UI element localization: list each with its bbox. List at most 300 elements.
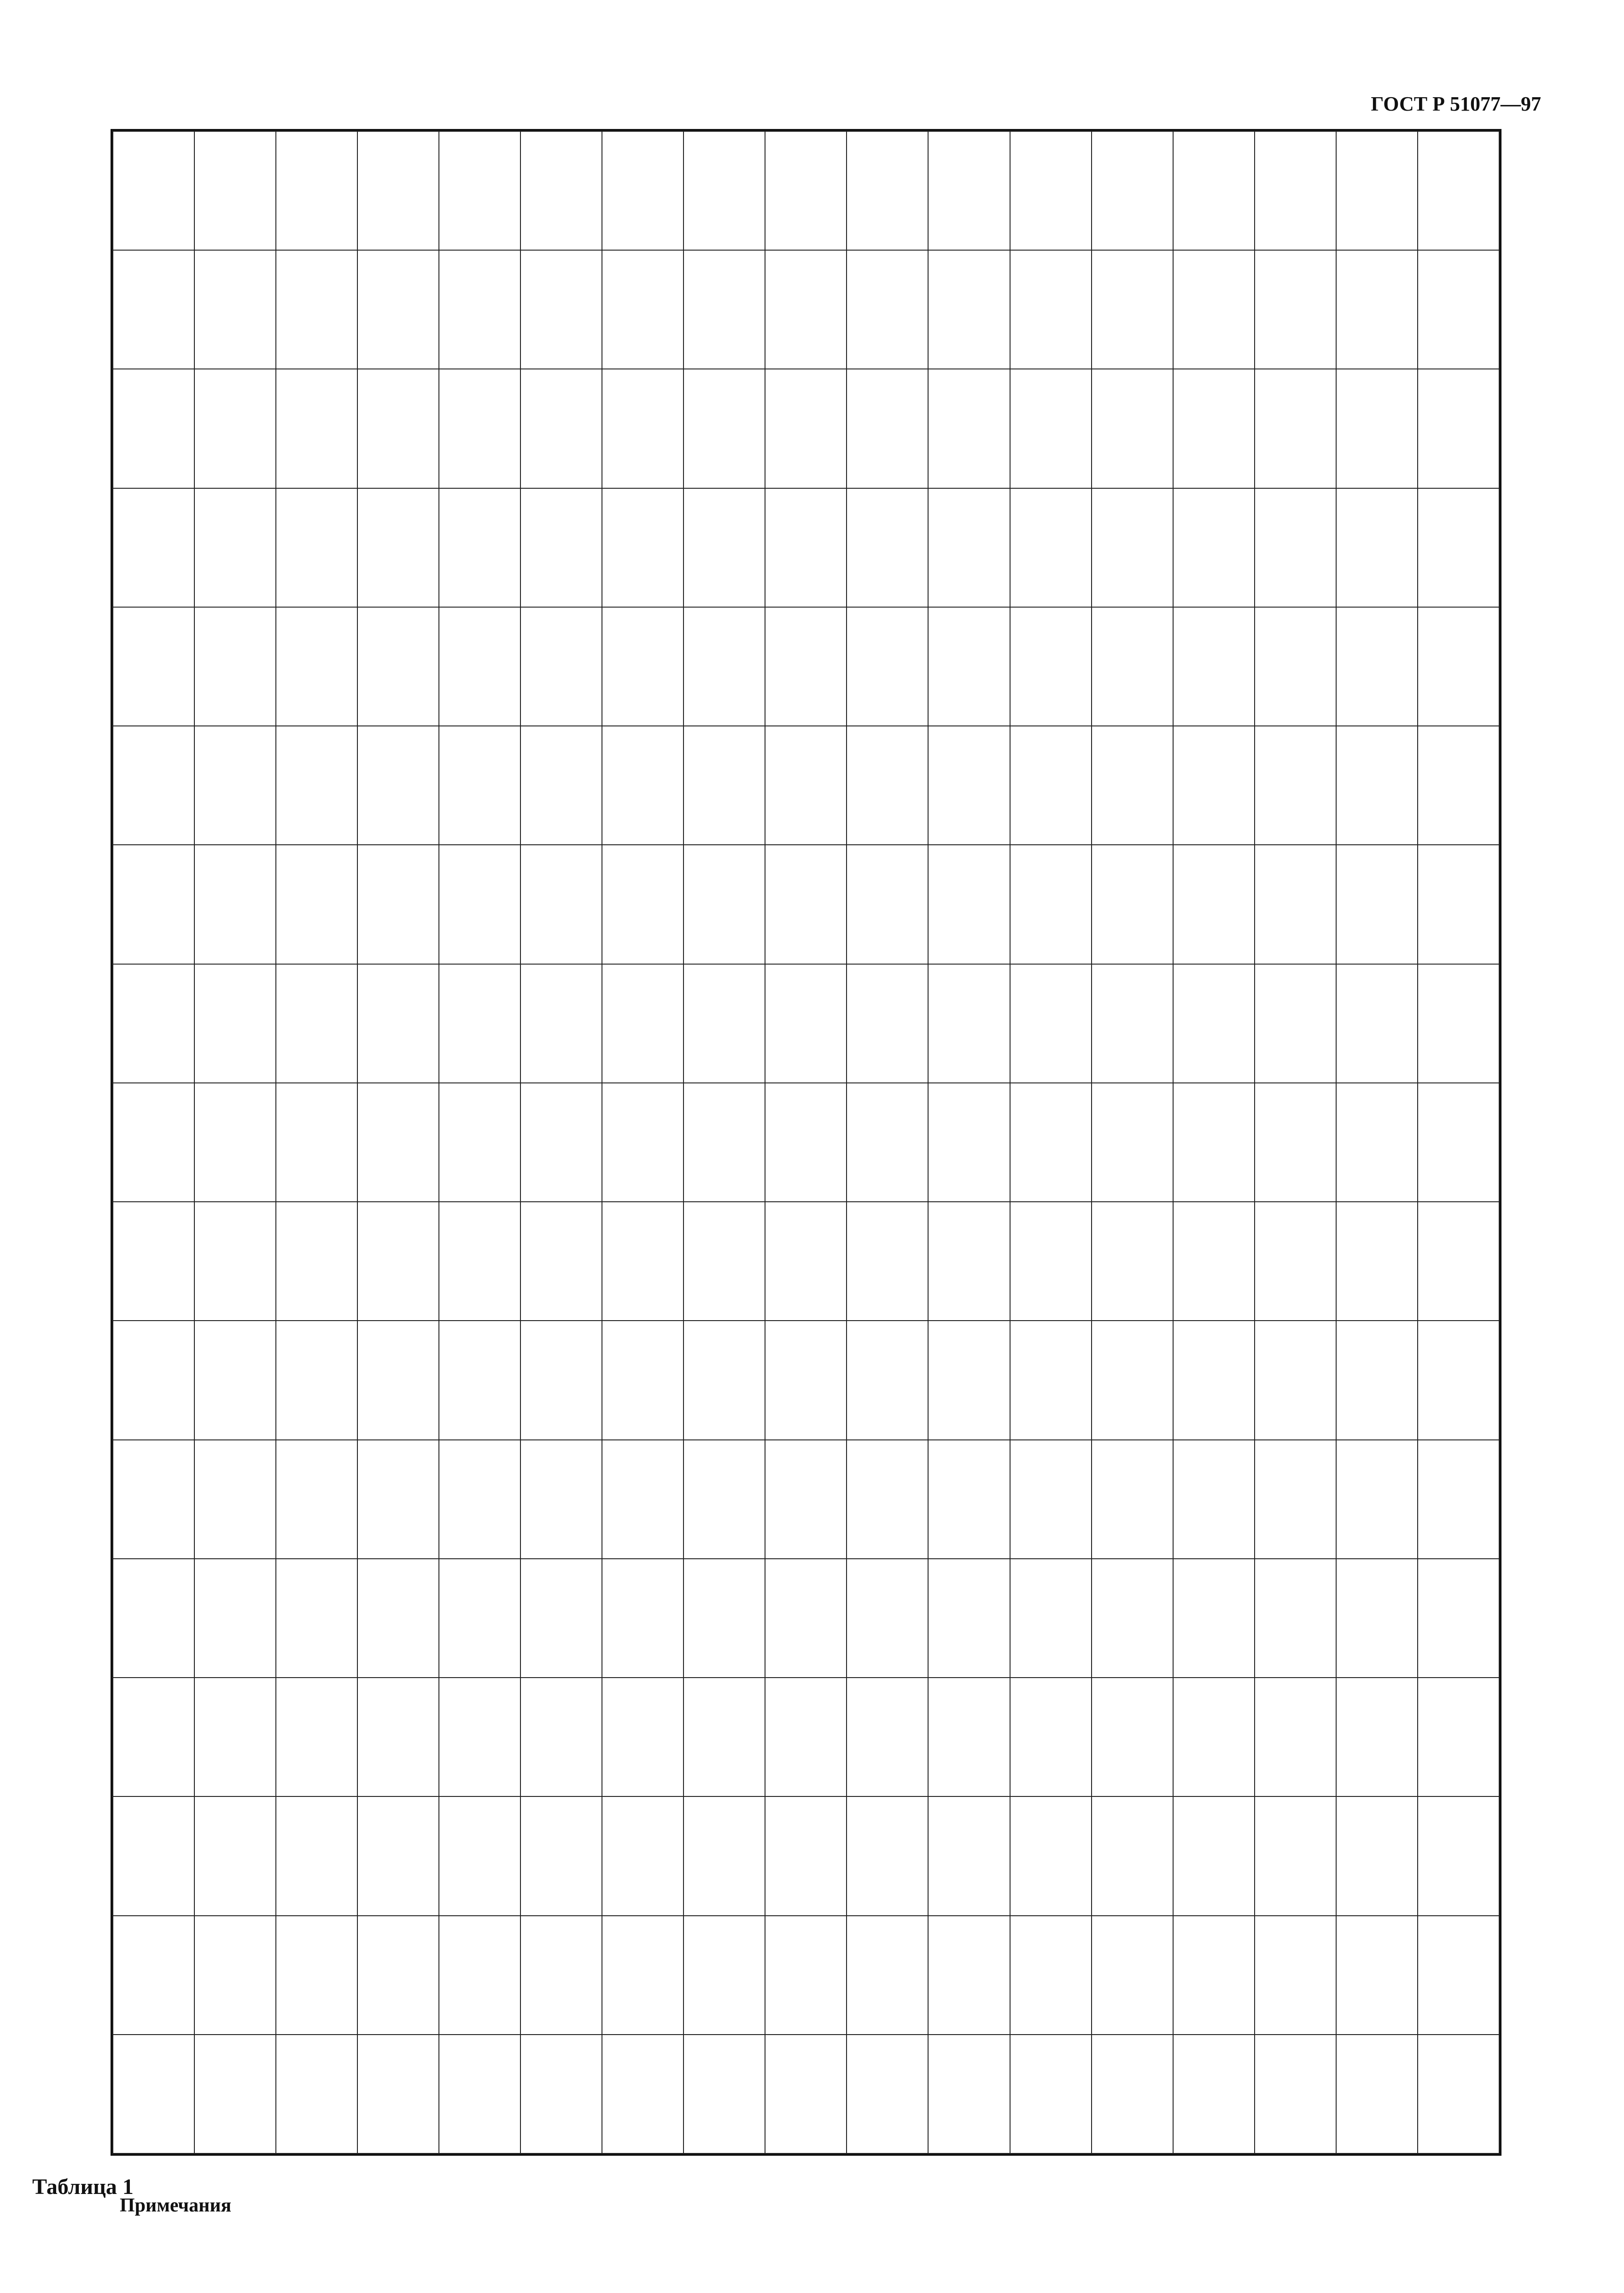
table-cell (520, 250, 602, 369)
table-cell (1336, 369, 1418, 488)
table-cell (439, 845, 520, 964)
table-cell (113, 488, 194, 607)
table-cell (276, 1440, 357, 1559)
table-cell (276, 1202, 357, 1321)
table-cell (1336, 1083, 1418, 1202)
table-cell (276, 607, 357, 726)
table-cell (928, 2035, 1010, 2153)
table-cell (683, 845, 765, 964)
table-cell (765, 250, 847, 369)
table-cell (357, 250, 439, 369)
table-cell (357, 607, 439, 726)
table-cell (928, 1559, 1010, 1678)
table-cell (683, 1440, 765, 1559)
table-cell (113, 607, 194, 726)
table-cell (1255, 1202, 1336, 1321)
table-cell (520, 488, 602, 607)
table-cell (1418, 488, 1499, 607)
table-cell (1418, 131, 1499, 250)
table-cell (520, 369, 602, 488)
table-cell (357, 726, 439, 845)
table-cell (765, 1440, 847, 1559)
table-cell (113, 1440, 194, 1559)
table-cell (683, 1559, 765, 1678)
table-cell (439, 1440, 520, 1559)
table-cell (357, 131, 439, 250)
table-cell (928, 488, 1010, 607)
table-cell (520, 131, 602, 250)
table-cell (520, 1796, 602, 1915)
table-cell (276, 1559, 357, 1678)
table-cell (1255, 131, 1336, 250)
table-cell (1010, 1321, 1092, 1439)
table-cell (113, 845, 194, 964)
table-cell (1010, 2035, 1092, 2153)
table-cell (1092, 1559, 1173, 1678)
table-cell (276, 845, 357, 964)
table-cell (1092, 726, 1173, 845)
table-cell (520, 1202, 602, 1321)
table-cell (1255, 369, 1336, 488)
table-cell (1010, 1202, 1092, 1321)
table-cell (276, 1916, 357, 2035)
table-cell (1418, 964, 1499, 1083)
table-cell (847, 1796, 928, 1915)
table-cell (765, 607, 847, 726)
table-row (113, 607, 1499, 726)
table-cell (847, 845, 928, 964)
table-cell (602, 488, 683, 607)
table-cell (1092, 369, 1173, 488)
table-cell (1336, 607, 1418, 726)
table-cell (1255, 726, 1336, 845)
table-cell (1336, 1678, 1418, 1796)
table-cell (113, 250, 194, 369)
table-cell (1418, 2035, 1499, 2153)
table-cell (1336, 488, 1418, 607)
table-cell (1092, 1916, 1173, 2035)
table-cell (928, 131, 1010, 250)
table-cell (1336, 131, 1418, 250)
table-cell (683, 964, 765, 1083)
table-row (113, 1202, 1499, 1321)
table-row (113, 131, 1499, 250)
table-cell (765, 1202, 847, 1321)
table-cell (194, 1440, 276, 1559)
table-cell (1418, 369, 1499, 488)
table-cell (1336, 1916, 1418, 2035)
table-row (113, 845, 1499, 964)
table-cell (276, 131, 357, 250)
table-cell (602, 1083, 683, 1202)
table-cell (928, 369, 1010, 488)
table-cell (602, 369, 683, 488)
table-cell (1173, 250, 1255, 369)
table-cell (1010, 131, 1092, 250)
table-cell (113, 1202, 194, 1321)
table-cell (1173, 845, 1255, 964)
table-cell (439, 250, 520, 369)
table-cell (194, 2035, 276, 2153)
table-cell (439, 2035, 520, 2153)
table-cell (847, 131, 928, 250)
table-cell (520, 607, 602, 726)
table-cell (602, 726, 683, 845)
table-cell (683, 250, 765, 369)
table-cell (1010, 845, 1092, 964)
table-cell (520, 1083, 602, 1202)
table-cell (520, 1440, 602, 1559)
table-cell (1255, 607, 1336, 726)
table-cell (194, 1796, 276, 1915)
table-cell (1092, 1678, 1173, 1796)
table-cell (1418, 1321, 1499, 1439)
table-cell (1010, 1796, 1092, 1915)
table-cell (1010, 250, 1092, 369)
table-cell (357, 1916, 439, 2035)
table-cell (520, 1678, 602, 1796)
table-cell (1173, 1202, 1255, 1321)
table-cell (1010, 607, 1092, 726)
table-cell (683, 1678, 765, 1796)
table-cell (1255, 1559, 1336, 1678)
table-cell (194, 131, 276, 250)
table-cell (1255, 1321, 1336, 1439)
table-cell (928, 845, 1010, 964)
table-cell (357, 2035, 439, 2153)
table-cell (113, 1559, 194, 1678)
table-cell (1255, 1916, 1336, 2035)
table-cell (847, 2035, 928, 2153)
table-cell (1418, 726, 1499, 845)
table-cell (194, 845, 276, 964)
table-cell (1173, 1916, 1255, 2035)
table-cell (847, 1202, 928, 1321)
notes-section (120, 2193, 1504, 2219)
table-cell (194, 1678, 276, 1796)
table-cell (1010, 964, 1092, 1083)
table-cell (602, 2035, 683, 2153)
table-cell (1010, 369, 1092, 488)
braille-table (111, 129, 1501, 2156)
table-cell (520, 845, 602, 964)
table-row (113, 2035, 1499, 2153)
table-row (113, 1321, 1499, 1439)
table-row (113, 1678, 1499, 1796)
table-cell (113, 964, 194, 1083)
table-cell (1255, 488, 1336, 607)
table-cell (1255, 1440, 1336, 1559)
table-cell (439, 1796, 520, 1915)
table-cell (439, 1083, 520, 1202)
table-cell (1173, 1678, 1255, 1796)
table-cell (683, 1202, 765, 1321)
table-cell (1418, 845, 1499, 964)
table-cell (602, 1916, 683, 2035)
table-cell (683, 607, 765, 726)
table-row (113, 1440, 1499, 1559)
table-cell (1173, 607, 1255, 726)
table-row (113, 250, 1499, 369)
table-cell (520, 726, 602, 845)
table-cell (1092, 964, 1173, 1083)
table-row (113, 1559, 1499, 1678)
table-cell (928, 1440, 1010, 1559)
table-cell (520, 1321, 602, 1439)
table-row (113, 369, 1499, 488)
table-cell (928, 1796, 1010, 1915)
table-cell (1092, 1796, 1173, 1915)
table-cell (1255, 1678, 1336, 1796)
table-cell (439, 1202, 520, 1321)
table-cell (1418, 1678, 1499, 1796)
table-cell (357, 1678, 439, 1796)
table-cell (1336, 1202, 1418, 1321)
table-cell (520, 1559, 602, 1678)
table-cell (765, 1083, 847, 1202)
table-cell (1010, 1559, 1092, 1678)
table-cell (276, 726, 357, 845)
table-cell (1173, 726, 1255, 845)
table-cell (683, 369, 765, 488)
table-cell (928, 1321, 1010, 1439)
table-cell (683, 1916, 765, 2035)
table-cell (1336, 726, 1418, 845)
table-cell (1255, 250, 1336, 369)
table-cell (1092, 1321, 1173, 1439)
table-row (113, 726, 1499, 845)
table-cell (928, 1083, 1010, 1202)
table-cell (113, 726, 194, 845)
table-cell (439, 964, 520, 1083)
table-cell (194, 1321, 276, 1439)
table-cell (683, 131, 765, 250)
notes-title: Примечания (120, 2195, 232, 2216)
table-cell (1173, 1559, 1255, 1678)
table-cell (1418, 1916, 1499, 2035)
table-cell (357, 845, 439, 964)
braille-table-grid (112, 131, 1500, 2154)
table-cell (357, 1083, 439, 1202)
table-cell (194, 964, 276, 1083)
table-cell (1336, 2035, 1418, 2153)
table-cell (602, 1202, 683, 1321)
table-cell (113, 2035, 194, 2153)
table-cell (276, 488, 357, 607)
table-cell (1173, 2035, 1255, 2153)
table-row (113, 1796, 1499, 1915)
table-cell (847, 1440, 928, 1559)
table-cell (1336, 250, 1418, 369)
table-cell (847, 964, 928, 1083)
table-cell (1173, 369, 1255, 488)
table-cell (847, 1083, 928, 1202)
table-cell (1173, 131, 1255, 250)
table-cell (1173, 1796, 1255, 1915)
table-cell (847, 1559, 928, 1678)
table-cell (194, 1559, 276, 1678)
table-cell (765, 2035, 847, 2153)
table-cell (1336, 1440, 1418, 1559)
table-cell (113, 369, 194, 488)
table-cell (439, 131, 520, 250)
table-cell (439, 1559, 520, 1678)
table-cell (194, 1916, 276, 2035)
table-cell (602, 964, 683, 1083)
table-cell (113, 1916, 194, 2035)
table-cell (847, 1916, 928, 2035)
table-cell (357, 1559, 439, 1678)
table-cell (1173, 488, 1255, 607)
table-cell (1173, 964, 1255, 1083)
table-cell (357, 1440, 439, 1559)
table-cell (683, 2035, 765, 2153)
table-cell (765, 845, 847, 964)
table-row (113, 1916, 1499, 2035)
table-cell (1336, 1796, 1418, 1915)
table-cell (357, 369, 439, 488)
table-cell (439, 1916, 520, 2035)
table-cell (1255, 1796, 1336, 1915)
table-cell (928, 250, 1010, 369)
table-cell (520, 2035, 602, 2153)
table-cell (276, 1678, 357, 1796)
table-cell (683, 1796, 765, 1915)
table-cell (1255, 845, 1336, 964)
table-cell (357, 1321, 439, 1439)
table-cell (1418, 607, 1499, 726)
table-cell (194, 1202, 276, 1321)
table-cell (765, 1321, 847, 1439)
table-cell (1418, 1440, 1499, 1559)
table-cell (194, 250, 276, 369)
table-cell (683, 488, 765, 607)
table-cell (765, 726, 847, 845)
table-cell (1010, 1916, 1092, 2035)
table-cell (847, 250, 928, 369)
table-cell (1092, 845, 1173, 964)
table-cell (194, 726, 276, 845)
table-cell (1418, 1796, 1499, 1915)
table-cell (1255, 964, 1336, 1083)
table-cell (357, 1796, 439, 1915)
table-cell (928, 1678, 1010, 1796)
table-cell (276, 1796, 357, 1915)
table-cell (765, 1678, 847, 1796)
table-cell (1336, 1559, 1418, 1678)
table-cell (113, 1321, 194, 1439)
table-cell (276, 369, 357, 488)
table-row (113, 488, 1499, 607)
table-cell (439, 1678, 520, 1796)
table-cell (357, 1202, 439, 1321)
table-cell (520, 964, 602, 1083)
table-cell (602, 1678, 683, 1796)
table-caption: Таблица 1 (32, 2175, 134, 2199)
table-cell (113, 1796, 194, 1915)
table-cell (439, 726, 520, 845)
table-cell (602, 250, 683, 369)
table-cell (847, 726, 928, 845)
table-cell (928, 1202, 1010, 1321)
table-cell (928, 964, 1010, 1083)
table-cell (439, 1321, 520, 1439)
table-cell (1092, 1202, 1173, 1321)
table-cell (765, 1559, 847, 1678)
table-cell (1010, 488, 1092, 607)
table-cell (1092, 607, 1173, 726)
table-cell (683, 726, 765, 845)
page-header: ГОСТ Р 51077—97 (1371, 93, 1541, 115)
table-cell (1418, 1202, 1499, 1321)
table-row (113, 1083, 1499, 1202)
table-cell (1173, 1083, 1255, 1202)
table-cell (1092, 250, 1173, 369)
table-cell (194, 1083, 276, 1202)
table-cell (1010, 1083, 1092, 1202)
table-cell (1255, 2035, 1336, 2153)
table-cell (1092, 1083, 1173, 1202)
table-cell (194, 369, 276, 488)
table-cell (847, 488, 928, 607)
table-cell (602, 1559, 683, 1678)
table-cell (1092, 131, 1173, 250)
table-cell (357, 964, 439, 1083)
table-cell (1418, 1083, 1499, 1202)
table-cell (1092, 2035, 1173, 2153)
table-cell (520, 1916, 602, 2035)
table-cell (439, 488, 520, 607)
table-cell (602, 1321, 683, 1439)
table-cell (1092, 1440, 1173, 1559)
table-cell (439, 607, 520, 726)
table-cell (276, 1321, 357, 1439)
table-cell (602, 845, 683, 964)
table-cell (113, 1678, 194, 1796)
table-cell (847, 369, 928, 488)
table-cell (1173, 1321, 1255, 1439)
table-cell (1336, 1321, 1418, 1439)
table-cell (1336, 845, 1418, 964)
table-cell (276, 2035, 357, 2153)
table-cell (1173, 1440, 1255, 1559)
table-cell (276, 250, 357, 369)
table-cell (683, 1321, 765, 1439)
table-cell (765, 1796, 847, 1915)
table-cell (357, 488, 439, 607)
table-cell (602, 131, 683, 250)
table-cell (765, 964, 847, 1083)
table-cell (847, 1678, 928, 1796)
table-cell (847, 1321, 928, 1439)
table-cell (765, 369, 847, 488)
table-cell (765, 488, 847, 607)
table-cell (683, 1083, 765, 1202)
table-cell (1010, 1678, 1092, 1796)
table-cell (1010, 726, 1092, 845)
table-cell (928, 1916, 1010, 2035)
table-cell (602, 1440, 683, 1559)
table-cell (113, 131, 194, 250)
table-cell (602, 607, 683, 726)
table-cell (439, 369, 520, 488)
table-cell (602, 1796, 683, 1915)
table-cell (1418, 250, 1499, 369)
table-cell (1418, 1559, 1499, 1678)
table-cell (1336, 964, 1418, 1083)
table-row (113, 964, 1499, 1083)
table-cell (765, 1916, 847, 2035)
